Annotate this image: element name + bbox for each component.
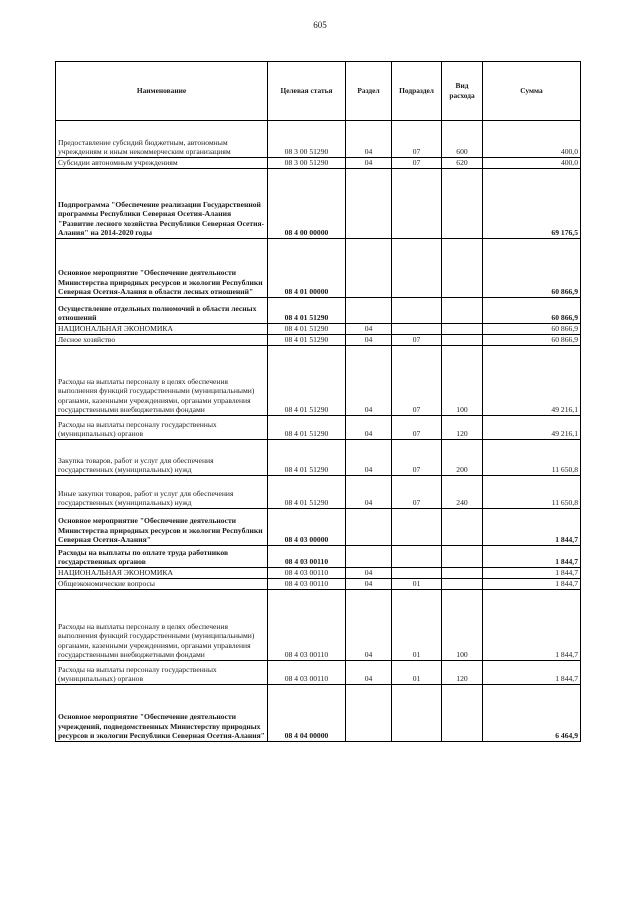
table-body — [56, 121, 581, 742]
cell-target: 08 4 00 00000 — [268, 169, 346, 239]
cell-section: 04 — [346, 335, 392, 346]
cell-section: 04 — [346, 324, 392, 335]
cell-sum: 1 844,7 — [483, 661, 581, 685]
cell-target: 08 4 01 51290 — [268, 476, 346, 509]
cell-subsection — [392, 568, 442, 579]
cell-section — [346, 509, 392, 546]
cell-sum: 49 216,1 — [483, 416, 581, 440]
cell-name: Закупка товаров, работ и услуг для обеспечения государственных (муниципальных) нужд — [56, 440, 268, 476]
cell-section — [346, 298, 392, 324]
cell-name: Расходы на выплаты персоналу в целях обеспечения выполнения функций государственными (муниципальными) органами, казенными учреждениями, органами управления государственными внебюджетными фондами — [56, 346, 268, 416]
cell-target: 08 4 03 00110 — [268, 661, 346, 685]
cell-subsection — [392, 546, 442, 568]
cell-sum: 11 650,8 — [483, 476, 581, 509]
cell-target: 08 4 01 51290 — [268, 440, 346, 476]
table-row — [56, 324, 581, 335]
cell-vid: 120 — [442, 661, 483, 685]
table-row — [56, 298, 581, 324]
cell-sum: 1 844,7 — [483, 579, 581, 590]
cell-subsection: 01 — [392, 579, 442, 590]
cell-vid — [442, 568, 483, 579]
cell-sum: 60 866,9 — [483, 239, 581, 298]
cell-subsection — [392, 685, 442, 742]
cell-target: 08 4 03 00000 — [268, 509, 346, 546]
cell-sum: 1 844,7 — [483, 509, 581, 546]
cell-target: 08 4 01 51290 — [268, 346, 346, 416]
cell-name: Расходы на выплаты по оплате труда работников государственных органов — [56, 546, 268, 568]
cell-subsection: 07 — [392, 416, 442, 440]
cell-section: 04 — [346, 346, 392, 416]
cell-vid — [442, 239, 483, 298]
cell-subsection: 07 — [392, 121, 442, 158]
cell-target: 08 3 00 51290 — [268, 121, 346, 158]
table-row — [56, 239, 581, 298]
cell-name: НАЦИОНАЛЬНАЯ ЭКОНОМИКА — [56, 324, 268, 335]
cell-subsection — [392, 298, 442, 324]
table-row — [56, 590, 581, 661]
cell-name: Расходы на выплаты персоналу государственных (муниципальных) органов — [56, 416, 268, 440]
cell-target: 08 4 01 00000 — [268, 239, 346, 298]
cell-section: 04 — [346, 568, 392, 579]
table-row — [56, 440, 581, 476]
cell-subsection: 07 — [392, 158, 442, 169]
table-row — [56, 568, 581, 579]
cell-subsection: 07 — [392, 346, 442, 416]
cell-vid: 100 — [442, 346, 483, 416]
header-sum: Сумма — [483, 62, 581, 121]
cell-section — [346, 239, 392, 298]
cell-name: Основное мероприятие "Обеспечение деятельности Министерства природных ресурсов и экологии Республики Северная Осетия-Алания в области лесных отношений" — [56, 239, 268, 298]
cell-section — [346, 546, 392, 568]
table-header — [56, 62, 581, 121]
cell-name: Основное мероприятие "Обеспечение деятельности учреждений, подведомственных Министерству природных ресурсов и экологии Республики Северная Осетия-Алания" — [56, 685, 268, 742]
cell-vid — [442, 685, 483, 742]
cell-sum: 60 866,9 — [483, 298, 581, 324]
table-row — [56, 661, 581, 685]
cell-name: Иные закупки товаров, работ и услуг для обеспечения государственных (муниципальных) нужд — [56, 476, 268, 509]
table-row — [56, 346, 581, 416]
cell-section — [346, 169, 392, 239]
cell-section: 04 — [346, 440, 392, 476]
cell-sum: 60 866,9 — [483, 335, 581, 346]
cell-target: 08 4 03 00110 — [268, 546, 346, 568]
cell-sum: 400,0 — [483, 158, 581, 169]
table-row — [56, 685, 581, 742]
cell-target: 08 3 00 51290 — [268, 158, 346, 169]
cell-sum: 60 866,9 — [483, 324, 581, 335]
cell-subsection — [392, 509, 442, 546]
cell-section: 04 — [346, 158, 392, 169]
header-name: Наименование — [56, 62, 268, 121]
cell-vid — [442, 509, 483, 546]
cell-sum: 1 844,7 — [483, 568, 581, 579]
cell-name: Осуществление отдельных полномочий в области лесных отношений — [56, 298, 268, 324]
header-section: Раздел — [346, 62, 392, 121]
cell-sum: 11 650,8 — [483, 440, 581, 476]
cell-target: 08 4 04 00000 — [268, 685, 346, 742]
cell-sum: 49 216,1 — [483, 346, 581, 416]
cell-vid — [442, 579, 483, 590]
cell-vid: 100 — [442, 590, 483, 661]
header-vid-line2: расхода — [449, 91, 475, 100]
cell-section — [346, 685, 392, 742]
cell-sum: 6 464,9 — [483, 685, 581, 742]
table-row — [56, 416, 581, 440]
cell-sum: 1 844,7 — [483, 546, 581, 568]
cell-subsection — [392, 239, 442, 298]
cell-vid — [442, 546, 483, 568]
cell-target: 08 4 01 51290 — [268, 416, 346, 440]
table-row — [56, 169, 581, 239]
cell-vid: 620 — [442, 158, 483, 169]
cell-name: Субсидии автономным учреждениям — [56, 158, 268, 169]
table-row — [56, 158, 581, 169]
cell-section: 04 — [346, 590, 392, 661]
cell-section: 04 — [346, 661, 392, 685]
cell-vid: 120 — [442, 416, 483, 440]
cell-vid — [442, 298, 483, 324]
budget-table — [55, 61, 581, 742]
table-row — [56, 579, 581, 590]
cell-vid: 600 — [442, 121, 483, 158]
cell-target: 08 4 01 51290 — [268, 324, 346, 335]
table-row — [56, 546, 581, 568]
cell-vid: 240 — [442, 476, 483, 509]
table-row — [56, 476, 581, 509]
cell-subsection — [392, 324, 442, 335]
cell-name: Основное мероприятие "Обеспечение деятельности Министерства природных ресурсов и экологии Республики Северная Осетия-Алания" — [56, 509, 268, 546]
cell-section: 04 — [346, 476, 392, 509]
cell-vid — [442, 324, 483, 335]
header-vid-line1: Вид — [455, 81, 469, 91]
cell-target: 08 4 03 00110 — [268, 590, 346, 661]
header-vid — [442, 62, 483, 121]
cell-subsection: 07 — [392, 476, 442, 509]
cell-name: Общеэкономические вопросы — [56, 579, 268, 590]
cell-section: 04 — [346, 579, 392, 590]
cell-subsection: 07 — [392, 335, 442, 346]
cell-subsection: 07 — [392, 440, 442, 476]
cell-sum: 400,0 — [483, 121, 581, 158]
cell-section: 04 — [346, 416, 392, 440]
cell-target: 08 4 01 51290 — [268, 298, 346, 324]
cell-vid: 200 — [442, 440, 483, 476]
cell-name: Подпрограмма "Обеспечение реализации Государственной программы Республики Северная Осетия-Алания "Развитие лесного хозяйства Республики Северная Осетия-Алания" на 2014-2020 годы — [56, 169, 268, 239]
header-subsection: Подраздел — [392, 62, 442, 121]
table-row — [56, 509, 581, 546]
cell-vid — [442, 169, 483, 239]
header-target: Целевая статья — [268, 62, 346, 121]
cell-target: 08 4 01 51290 — [268, 335, 346, 346]
cell-name: Лесное хозяйство — [56, 335, 268, 346]
cell-vid — [442, 335, 483, 346]
cell-sum: 1 844,7 — [483, 590, 581, 661]
cell-section: 04 — [346, 121, 392, 158]
table-row — [56, 121, 581, 158]
page-number: 605 — [313, 20, 327, 30]
cell-name: Расходы на выплаты персоналу государственных (муниципальных) органов — [56, 661, 268, 685]
cell-name: Расходы на выплаты персоналу в целях обеспечения выполнения функций государственными (муниципальными) органами, казенными учреждениями, органами управления государственными внебюджетными фондами — [56, 590, 268, 661]
cell-name: Предоставление субсидий бюджетным, автономным учреждениям и иным некоммерческим организациям — [56, 121, 268, 158]
cell-target: 08 4 03 00110 — [268, 568, 346, 579]
cell-target: 08 4 03 00110 — [268, 579, 346, 590]
cell-name: НАЦИОНАЛЬНАЯ ЭКОНОМИКА — [56, 568, 268, 579]
cell-sum: 69 176,5 — [483, 169, 581, 239]
cell-subsection — [392, 169, 442, 239]
cell-subsection: 01 — [392, 661, 442, 685]
table-row — [56, 335, 581, 346]
cell-subsection: 01 — [392, 590, 442, 661]
